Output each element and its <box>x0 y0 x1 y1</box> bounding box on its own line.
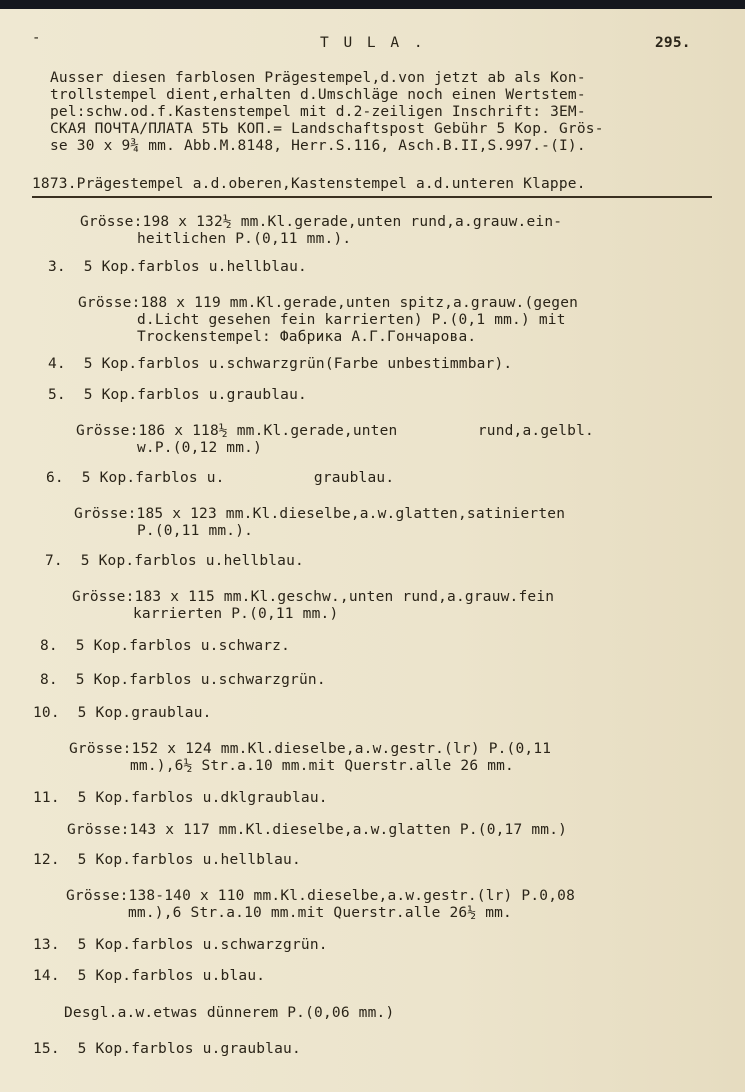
catalog-entry-line: Grösse:183 x 115 mm.Kl.geschw.,unten rund,a.grauw.fein <box>72 589 555 605</box>
scan-top-edge <box>0 0 745 9</box>
section-heading: 1873.Prägestempel a.d.oberen,Kastenstempel a.d.unteren Klappe. <box>32 176 586 192</box>
catalog-entry-line: 6. 5 Kop.farblos u. graublau. <box>46 470 395 486</box>
catalog-entry-line: 5. 5 Kop.farblos u.graublau. <box>48 387 307 403</box>
catalog-entry-line: mm.),6½ Str.a.10 mm.mit Querstr.alle 26 mm. <box>130 758 514 774</box>
catalog-entry-line: Desgl.a.w.etwas dünnerem P.(0,06 mm.) <box>64 1005 395 1021</box>
catalog-entry-line: 8. 5 Kop.farblos u.schwarzgrün. <box>40 672 326 688</box>
catalog-entry-line: Grösse:198 x 132½ mm.Kl.gerade,unten rund,a.grauw.ein- <box>80 214 563 230</box>
intro-line: trollstempel dient,erhalten d.Umschläge noch einen Wertstem- <box>50 87 586 103</box>
catalog-entry-line: mm.),6 Str.a.10 mm.mit Querstr.alle 26½ mm. <box>128 905 512 921</box>
intro-line: pel:schw.od.f.Kastenstempel mit d.2-zeiligen Inschrift: ЗЕМ- <box>50 104 586 120</box>
catalog-entry-line: 7. 5 Kop.farblos u.hellblau. <box>45 553 304 569</box>
catalog-entry-line: d.Licht gesehen fein karrierten) P.(0,1 mm.) mit <box>137 312 566 328</box>
catalog-entry-line: 13. 5 Kop.farblos u.schwarzgrün. <box>33 937 328 953</box>
catalog-entry-line: heitlichen P.(0,11 mm.). <box>137 231 352 247</box>
section-heading-underline <box>32 196 712 198</box>
intro-line: se 30 x 9¾ mm. Abb.M.8148, Herr.S.116, Asch.B.II,S.997.-(I). <box>50 138 586 154</box>
catalog-entry-line: Grösse:185 x 123 mm.Kl.dieselbe,a.w.glatten,satinierten <box>74 506 566 522</box>
catalog-entry-line: Grösse:138-140 x 110 mm.Kl.dieselbe,a.w.gestr.(lr) P.0,08 <box>66 888 575 904</box>
page-header-title: T U L A . <box>320 35 426 51</box>
catalog-entry-line: Grösse:186 x 118½ mm.Kl.gerade,unten rund,a.gelbl. <box>76 423 594 439</box>
document-page <box>0 9 745 1092</box>
intro-line: СКАЯ ПОЧТА/ПЛАТА 5ТЬ КОП.= Landschaftspost Gebühr 5 Kop. Grös- <box>50 121 604 137</box>
catalog-entry-line: 3. 5 Kop.farblos u.hellblau. <box>48 259 307 275</box>
catalog-entry-line: P.(0,11 mm.). <box>137 523 254 539</box>
catalog-entry-line: 12. 5 Kop.farblos u.hellblau. <box>33 852 301 868</box>
catalog-entry-line: 8. 5 Kop.farblos u.schwarz. <box>40 638 291 654</box>
catalog-entry-line: 4. 5 Kop.farblos u.schwarzgrün(Farbe unbestimmbar). <box>48 356 513 372</box>
catalog-entry-line: Grösse:152 x 124 mm.Kl.dieselbe,a.w.gestr.(lr) P.(0,11 <box>69 741 552 757</box>
catalog-entry-line: 10. 5 Kop.graublau. <box>33 705 212 721</box>
catalog-entry-line: 14. 5 Kop.farblos u.blau. <box>33 968 266 984</box>
intro-line: Ausser diesen farblosen Prägestempel,d.von jetzt ab als Kon- <box>50 70 586 86</box>
catalog-entry-line: 15. 5 Kop.farblos u.graublau. <box>33 1041 301 1057</box>
header-dash: - <box>32 30 41 46</box>
catalog-entry-line: 11. 5 Kop.farblos u.dklgraublau. <box>33 790 328 806</box>
page-number: 295. <box>655 35 691 51</box>
catalog-entry-line: Trockenstempel: Фабрика А.Г.Гончарова. <box>137 329 477 345</box>
catalog-entry-line: Grösse:143 x 117 mm.Kl.dieselbe,a.w.glatten P.(0,17 mm.) <box>67 822 568 838</box>
catalog-entry-line: karrierten P.(0,11 mm.) <box>133 606 339 622</box>
catalog-entry-line: Grösse:188 x 119 mm.Kl.gerade,unten spitz,a.grauw.(gegen <box>78 295 579 311</box>
catalog-entry-line: w.P.(0,12 mm.) <box>137 440 263 456</box>
